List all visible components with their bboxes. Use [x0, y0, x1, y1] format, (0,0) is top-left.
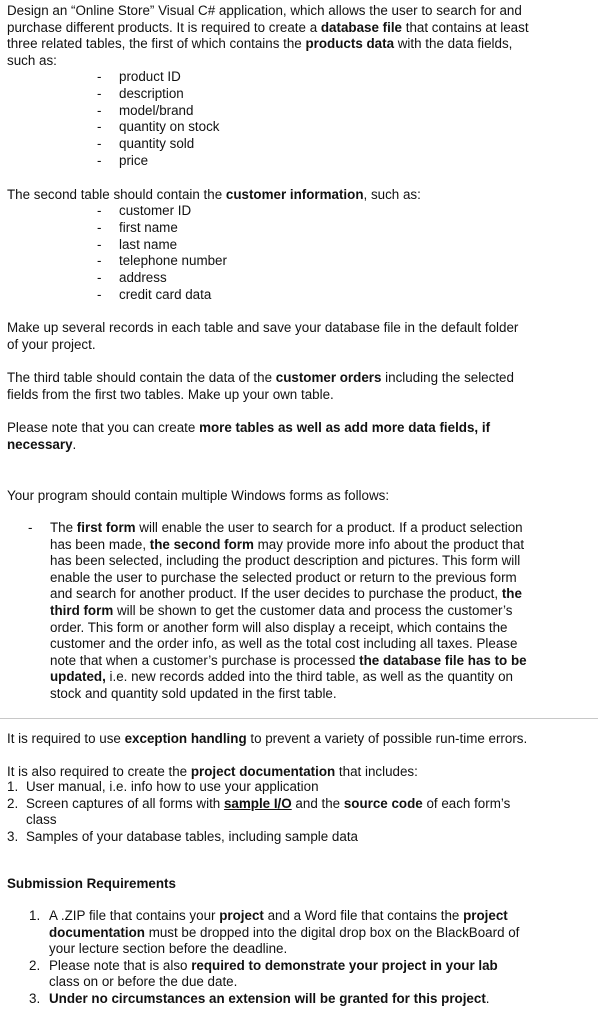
bold-text: the — [501, 586, 522, 602]
bullet-dash: - — [97, 253, 102, 269]
list-item-label: quantity on stock — [119, 119, 220, 135]
paragraph-line — [50, 537, 527, 554]
list-item-label: customer ID — [119, 203, 192, 218]
customer-fields-list — [97, 203, 227, 304]
bullet-dash: - — [97, 102, 102, 118]
list-item — [97, 270, 227, 287]
list-item — [97, 119, 220, 136]
bullet-dash: - — [28, 520, 33, 535]
bold-text: Under no circumstances an extension will be granted for this project — [49, 990, 486, 1006]
list-item — [97, 203, 227, 220]
text: your lecture section before the deadline. — [49, 941, 288, 957]
bold-text: the database file has to be — [359, 652, 527, 668]
section-divider — [0, 718, 598, 719]
paragraph-line: of your project. — [7, 336, 96, 352]
paragraph-line — [50, 653, 527, 670]
customer-intro — [7, 187, 592, 204]
paragraph-line: fields from the first two tables. Make up your own table. — [7, 386, 334, 402]
intro-line — [7, 20, 592, 37]
bold-underline-text: sample I/O — [223, 795, 292, 811]
product-fields-list — [97, 69, 220, 170]
bold-text: database file — [320, 19, 402, 35]
paragraph-line — [50, 586, 527, 603]
list-number: 1. — [29, 908, 41, 923]
forms-intro — [7, 488, 592, 505]
list-item — [97, 253, 227, 270]
text: of each form’s — [422, 795, 511, 811]
list-number: 3. — [29, 990, 41, 1006]
list-item — [29, 991, 589, 1008]
documentation-list — [7, 779, 592, 845]
paragraph-line — [7, 731, 592, 748]
text: Design an “Online Store” Visual C# application, which allows the user to search for and — [7, 3, 522, 18]
list-item-label: credit card data — [119, 286, 212, 302]
bold-text: project documentation — [190, 764, 336, 779]
text: , such as: — [363, 187, 421, 202]
paragraph-line — [50, 603, 527, 620]
list-item-label: price — [119, 152, 149, 168]
text: The — [50, 520, 77, 535]
list-item-label: Samples of your database tables, including sample data — [26, 828, 358, 844]
text: i.e. new records added into the third table, as well as the quantity on — [105, 669, 513, 685]
list-item — [97, 287, 227, 304]
bullet-dash: - — [97, 69, 102, 84]
bullet-dash: - — [97, 136, 102, 152]
text: that contains at least — [402, 19, 529, 35]
exception-paragraph — [7, 731, 592, 748]
bold-text: the second form — [149, 536, 254, 552]
text: including the selected — [381, 370, 514, 385]
text: Please note that you can create — [7, 420, 200, 435]
text: Screen captures of all forms with — [26, 795, 224, 811]
list-item — [29, 908, 589, 958]
third-table-paragraph — [7, 370, 592, 403]
text: The third table should contain the data of the — [7, 370, 276, 385]
paragraph-line — [50, 520, 527, 537]
text: will be shown to get the customer data and process the customer’s — [113, 602, 513, 618]
bold-text: customer orders — [275, 370, 382, 385]
bold-text: project — [463, 908, 508, 923]
bold-text: required to demonstrate your project in your lab — [191, 957, 498, 973]
bullet-dash: - — [97, 236, 102, 252]
text: Please note that is also — [49, 957, 192, 973]
list-item-label: last name — [119, 236, 178, 252]
text: that includes: — [335, 764, 418, 779]
list-item — [7, 779, 592, 796]
list-item-label: description — [119, 85, 184, 101]
list-item-label: User manual, i.e. info how to use your application — [26, 779, 319, 794]
submission-heading: Submission Requirements — [7, 876, 176, 891]
text: purchase different products. It is required to create a — [7, 19, 321, 35]
paragraph-line: customer and the order info, as well as the total cost including all taxes. Please — [50, 636, 518, 652]
list-item-label: model/brand — [119, 102, 194, 118]
text: and the — [291, 795, 344, 811]
paragraph-line — [7, 420, 592, 437]
list-item-label: telephone number — [119, 253, 227, 269]
bold-text: products data — [305, 36, 395, 52]
list-item — [97, 237, 227, 254]
bold-text: project — [219, 908, 264, 923]
list-number: 1. — [7, 779, 19, 794]
bullet-dash: - — [97, 85, 102, 101]
bullet-dash: - — [97, 119, 102, 135]
list-item-label: product ID — [119, 69, 181, 84]
paragraph-line: stock and quantity sold updated in the first table. — [50, 685, 337, 701]
paragraph-line: Your program should contain multiple Windows forms as follows: — [7, 488, 390, 503]
bold-text: third form — [50, 602, 114, 618]
intro-line — [7, 53, 592, 70]
list-item — [29, 958, 589, 991]
text: class — [26, 812, 57, 828]
bold-text: updated, — [50, 669, 106, 685]
list-item — [7, 829, 592, 846]
text: three related tables, the first of which contains the — [7, 36, 306, 52]
list-number: 2. — [29, 957, 41, 973]
text: It is also required to create the — [7, 764, 191, 779]
text: to prevent a variety of possible run-time errors. — [246, 731, 528, 746]
text: must be dropped into the digital drop box on the BlackBoard of — [144, 924, 520, 940]
bold-text: necessary — [7, 436, 73, 452]
bold-text: more tables as well as add more data fields, if — [199, 420, 491, 435]
paragraph-line: enable the user to purchase the selected product or return to the previous form — [50, 569, 517, 585]
intro-paragraph — [7, 3, 592, 69]
customer-intro-line — [7, 187, 592, 204]
bullet-dash: - — [97, 152, 102, 168]
bullet-dash: - — [97, 219, 102, 235]
intro-line — [7, 36, 592, 53]
list-item — [97, 220, 227, 237]
paragraph-line — [7, 437, 592, 454]
text: note that when a customer’s purchase is processed — [50, 652, 360, 668]
records-paragraph — [7, 320, 592, 353]
paragraph-line — [50, 669, 527, 686]
list-item — [97, 86, 220, 103]
text: with the data fields, — [394, 36, 513, 52]
list-item — [97, 136, 220, 153]
intro-line — [7, 3, 592, 20]
paragraph-line: has been selected, including the product description and pictures. This form will — [50, 553, 521, 569]
text: and search for another product. If the user decides to purchase the product, — [50, 586, 502, 602]
bold-text: customer information — [225, 187, 364, 202]
submission-list — [29, 908, 589, 1008]
text: such as: — [7, 52, 57, 68]
list-number: 3. — [7, 828, 19, 844]
text: . — [485, 990, 490, 1006]
note-paragraph — [7, 420, 592, 453]
text: will enable the user to search for a product. If a product selection — [135, 520, 523, 535]
list-item — [97, 153, 220, 170]
bullet-dash: - — [97, 270, 102, 286]
text: The second table should contain the — [7, 187, 226, 202]
text: may provide more info about the product that — [253, 536, 525, 552]
forms-description-text — [50, 520, 527, 703]
paragraph-line — [7, 370, 592, 387]
bold-text: source code — [343, 795, 423, 811]
bold-text: exception handling — [124, 731, 247, 746]
list-item — [97, 69, 220, 86]
list-item — [97, 103, 220, 120]
list-item-label: address — [119, 270, 167, 286]
bold-text: first form — [76, 520, 136, 535]
paragraph-line: order. This form or another form will also display a receipt, which contains the — [50, 619, 508, 635]
bold-text: documentation — [49, 924, 145, 940]
text: has been made, — [50, 536, 150, 552]
text: and a Word file that contains the — [263, 908, 464, 923]
text: . — [72, 436, 77, 452]
bullet-dash: - — [97, 203, 102, 218]
text: A .ZIP file that contains your — [49, 908, 220, 923]
paragraph-line: Make up several records in each table and save your database file in the default folder — [7, 320, 519, 335]
bullet-dash: - — [97, 286, 102, 302]
text: It is required to use — [7, 731, 125, 746]
list-item — [7, 796, 592, 829]
list-number: 2. — [7, 795, 19, 811]
list-item-label: quantity sold — [119, 136, 195, 152]
text: class on or before the due date. — [49, 974, 238, 990]
list-item-label: first name — [119, 219, 178, 235]
